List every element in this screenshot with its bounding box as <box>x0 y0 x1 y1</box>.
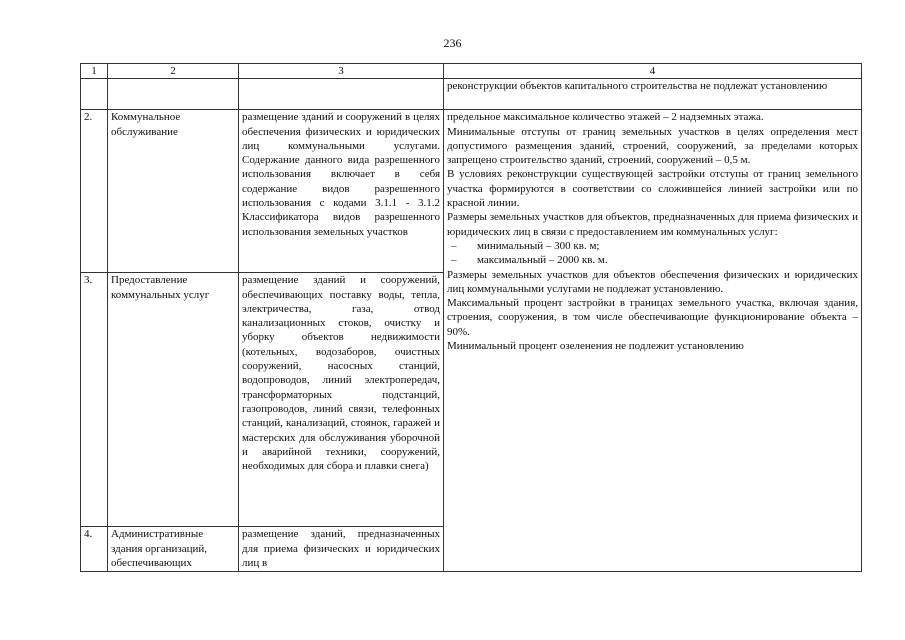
row-number: 4. <box>81 527 108 572</box>
table-row <box>81 110 862 273</box>
param-floors: предельное максимальное количество этажей – 2 надземных этажа. <box>447 111 764 124</box>
header-row <box>81 64 862 79</box>
row-description: размещение зданий и сооружений в целях обеспечения физических и юридических лиц коммунальными услугами. Содержание данного вида разрешенного использования включает в себя содержание видов разрешенного использования с кодами 3.1.1 - 3.1.2 Классификатора видов разрешенного использования земельных участков <box>239 110 444 273</box>
continuation-description <box>239 79 444 110</box>
param-reconstruction: В условиях реконструкции существующей застройки отступы от границ земельного участка формируются в соответствии со сложившейся линией застройки или по красной линии. <box>447 168 858 210</box>
zoning-table <box>80 63 862 572</box>
list-item: – максимальный – 2000 кв. м. <box>447 253 858 267</box>
param-max-coverage: Максимальный процент застройки в границах земельного участка, включая здания, строения, сооружения, в том числе обеспечивающие функционирование объекта – 90%. <box>447 297 858 338</box>
row-number: 3. <box>81 273 108 527</box>
param-plot-sizes: Размеры земельных участков для объектов, предназначенных для приема физических и юридических лиц в связи с предоставлением им коммунальных услуг: <box>447 211 858 238</box>
continuation-num <box>81 79 108 110</box>
param-plot-sizes-utility: Размеры земельных участков для объектов обеспечения физических и юридических лиц коммунальными услугами не подлежат установлению. <box>447 268 858 295</box>
row-name: Коммунальное обслуживание <box>108 110 239 273</box>
row-name: Административные здания организаций, обеспечивающих <box>108 527 239 572</box>
header-col-2: 2 <box>108 64 239 79</box>
row-description: размещение зданий, предназначенных для приема физических и юридических лиц в <box>239 527 444 572</box>
parameters-cell <box>444 110 862 572</box>
param-min-greening: Минимальный процент озеленения не подлежит установлению <box>447 340 744 353</box>
row-number: 2. <box>81 110 108 273</box>
row-name: Предоставление коммунальных услуг <box>108 273 239 527</box>
list-item: – минимальный – 300 кв. м; <box>447 239 858 253</box>
plot-size-list <box>447 239 858 268</box>
header-col-1: 1 <box>81 64 108 79</box>
page-number: 236 <box>443 36 462 50</box>
continuation-row <box>81 79 862 110</box>
header-col-3: 3 <box>239 64 444 79</box>
continuation-name <box>108 79 239 110</box>
continuation-text: реконструкции объектов капитального строительства не подлежат установлению <box>444 79 862 110</box>
param-setbacks: Минимальные отступы от границ земельных участков в целях определения мест допустимого размещения зданий, строений, сооружений, за пределами которых запрещено строительство зданий, строений, сооружений – 0,5 м. <box>447 125 858 167</box>
row-description: размещение зданий и сооружений, обеспечивающих поставку воды, тепла, электричества, газа, отвод канализационных стоков, очистку и уборку объектов недвижимости (котельных, водозаборов, очистных сооружений, насосных станций, водопроводов, линий электропередач, трансформаторных подстанций, газопроводов, линий связи, телефонных станций, канализаций, стоянок, гаражей и мастерских для обслуживания уборочной и аварийной техники, сооружений, необходимых для сбора и плавки снега) <box>239 273 444 527</box>
header-col-4: 4 <box>444 64 862 79</box>
